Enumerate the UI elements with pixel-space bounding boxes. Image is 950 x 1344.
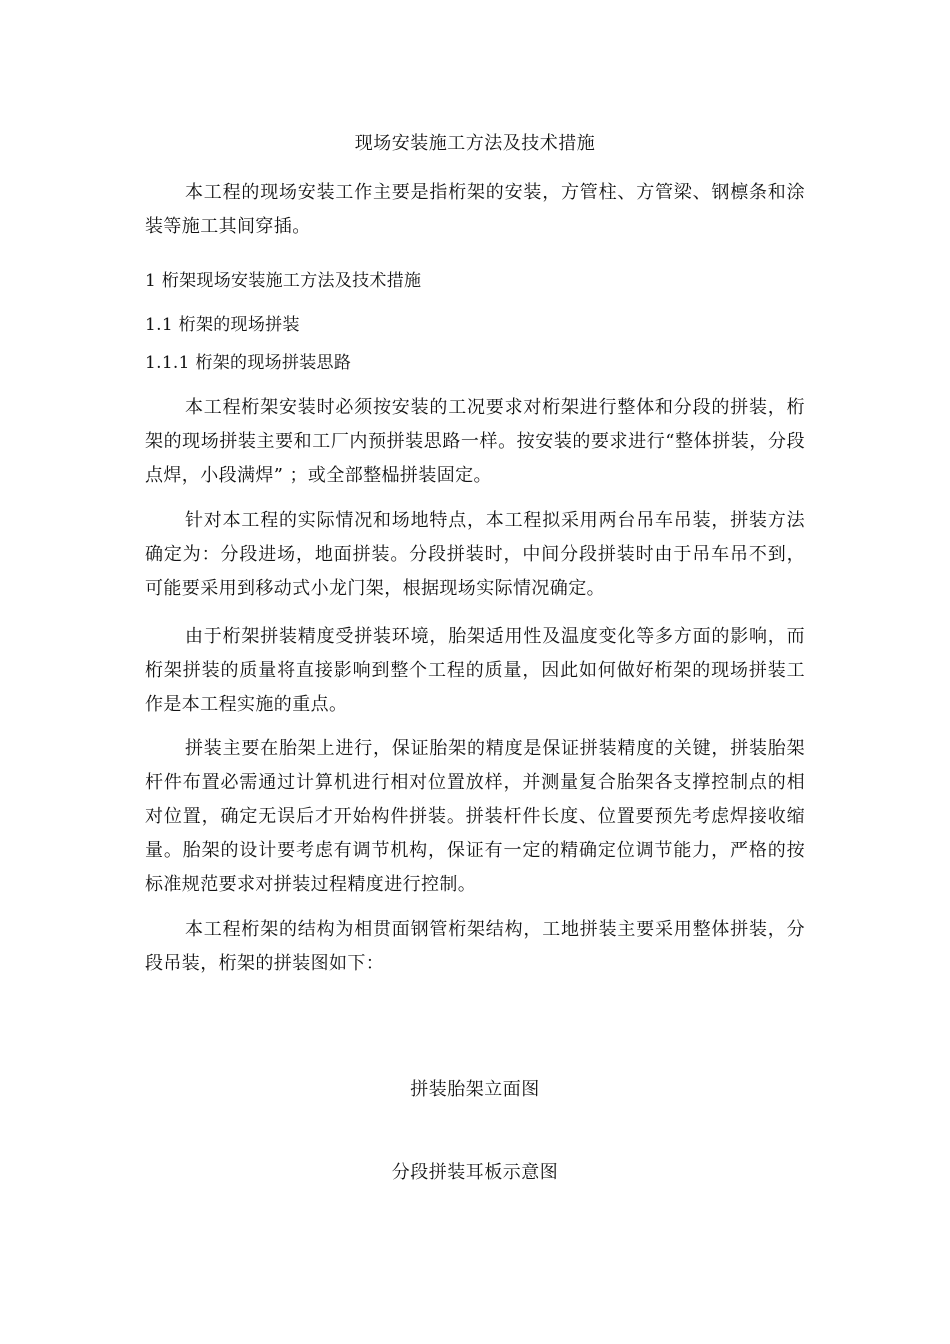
paragraph-assembly-approach: 本工程桁架安装时必须按安装的工况要求对桁架进行整体和分段的拼装，桁架的现场拼装主要和工厂内预拼装思路一样。按安装的要求进行“整体拼装，分段点焊，小段满焊” ；或全部整榀拼装固定。: [145, 397, 805, 486]
figure-caption-lug-plate: 分段拼装耳板示意图: [391, 1162, 559, 1183]
section-heading-1-1: 1.1 桁架的现场拼装: [145, 315, 300, 335]
section-heading-1-1-1: 1.1.1 桁架的现场拼装思路: [145, 353, 352, 373]
intro-paragraph: 本工程的现场安装工作主要是指桁架的安装，方管柱、方管梁、钢檩条和涂装等施工其间穿插。: [145, 182, 805, 237]
paragraph-site-conditions: 针对本工程的实际情况和场地特点，本工程拟采用两台吊车吊装，拼装方法确定为：分段进场，地面拼装。分段拼装时，中间分段拼装时由于吊车吊不到，可能要采用到移动式小龙门架，根据现场实际情况确定。: [145, 510, 805, 599]
paragraph-truss-structure: 本工程桁架的结构为相贯面钢管桁架结构，工地拼装主要采用整体拼装，分段吊装，桁架的拼装图如下：: [145, 919, 805, 974]
section-heading-1: 1 桁架现场安装施工方法及技术措施: [145, 271, 422, 291]
paragraph-precision-factors: 由于桁架拼装精度受拼装环境，胎架适用性及温度变化等多方面的影响，而桁架拼装的质量将直接影响到整个工程的质量，因此如何做好桁架的现场拼装工作是本工程实施的重点。: [145, 626, 805, 715]
figure-caption-jig-elevation: 拼装胎架立面图: [410, 1079, 540, 1100]
paragraph-jig-assembly: 拼装主要在胎架上进行，保证胎架的精度是保证拼装精度的关键，拼装胎架杆件布置必需通过计算机进行相对位置放样，并测量复合胎架各支撑控制点的相对位置，确定无误后才开始构件拼装。拼装杆件长度、位置要预先考虑焊接收缩量。胎架的设计要考虑有调节机构，保证有一定的精确定位调节能力，严格的按标准规范要求对拼装过程精度进行控制。: [145, 738, 805, 895]
page-title: 现场安装施工方法及技术措施: [354, 133, 596, 154]
